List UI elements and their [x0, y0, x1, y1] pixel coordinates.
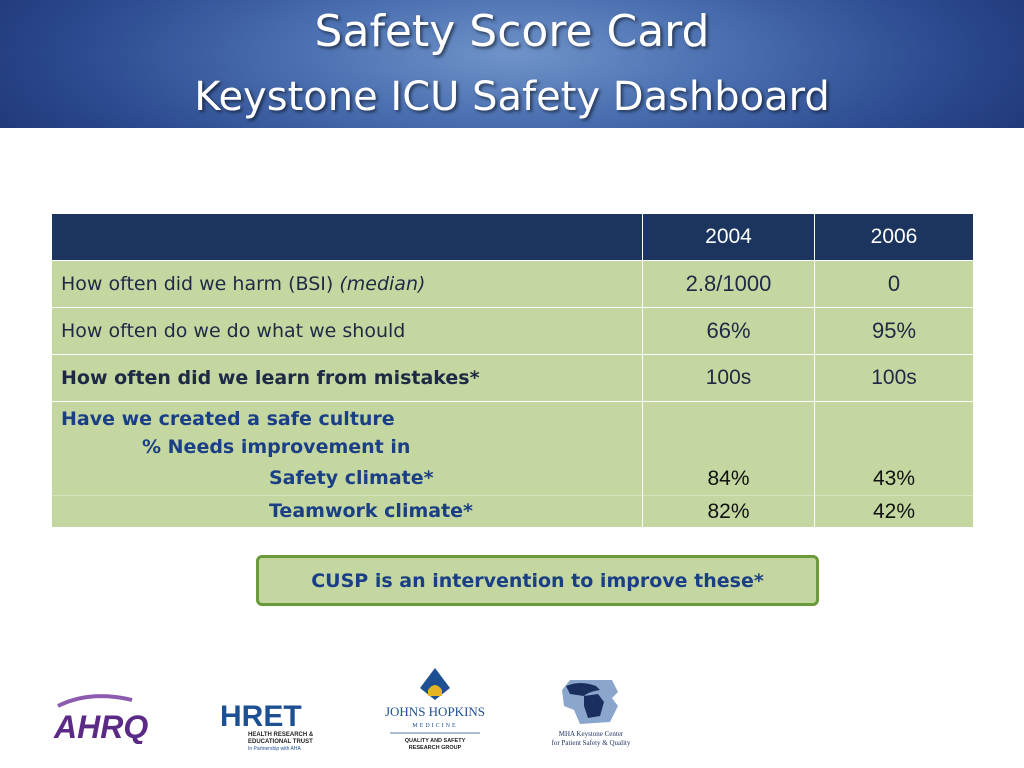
culture-teamwork-label: Teamwork climate* [269, 500, 473, 522]
michigan-map-icon [560, 678, 620, 726]
table-row [52, 308, 974, 355]
cell-learn-2004: 100s [643, 355, 815, 402]
slide-header [0, 0, 1024, 128]
table-row [52, 355, 974, 402]
slide-title: Safety Score Card [314, 6, 710, 57]
row-divider [52, 495, 642, 496]
score-card-table [51, 213, 974, 528]
cell-compliance-2004: 66% [643, 308, 815, 355]
table-row [52, 261, 974, 308]
hret-sub-2: EDUCATIONAL TRUST [248, 739, 313, 745]
johns-hopkins-logo [380, 666, 490, 756]
cell-teamwork-2006: 42% [872, 500, 916, 523]
header-cell-2004: 2004 [643, 214, 815, 261]
row-divider [815, 495, 973, 496]
row-label-text: How often did we harm (BSI) [61, 273, 334, 295]
ahrq-swoosh-icon [58, 696, 132, 706]
mha-line-2: for Patient Safety & Quality [551, 739, 631, 747]
cell-harm-2006: 0 [815, 261, 974, 308]
cusp-callout-text: CUSP is an intervention to improve these* [311, 569, 764, 592]
cusp-callout [256, 555, 819, 606]
hret-sub-1: HEALTH RESEARCH & [248, 732, 314, 738]
jh-group-2: RESEARCH GROUP [408, 745, 462, 751]
jh-name: JOHNS HOPKINS [384, 704, 486, 719]
table-row-culture [52, 402, 974, 528]
cell-harm-2004: 2.8/1000 [643, 261, 815, 308]
hret-sub-3: In Partnership with AHA [248, 746, 301, 752]
ahrq-logo-text: AHRQ [54, 709, 149, 744]
jh-medicine: MEDICINE [412, 723, 458, 729]
culture-2004-cell [643, 402, 815, 528]
jh-group-1: QUALITY AND SAFETY [404, 738, 466, 744]
culture-title: Have we created a safe culture [61, 408, 395, 430]
culture-label-cell [52, 402, 643, 528]
table-header-row [52, 214, 974, 261]
culture-2006-cell [815, 402, 974, 528]
row-label-learn: How often did we learn from mistakes* [52, 355, 643, 402]
cell-compliance-2006: 95% [815, 308, 974, 355]
culture-subtitle: % Needs improvement in [142, 436, 411, 458]
row-divider [643, 495, 814, 496]
cell-safety-2004: 84% [707, 467, 750, 490]
hret-logo [220, 700, 320, 756]
hret-logo-text: HRET [220, 700, 302, 733]
mha-keystone-logo [540, 676, 642, 750]
mha-line-1: MHA Keystone Center [558, 730, 624, 738]
row-label-median: (median) [339, 273, 426, 295]
header-cell-2006: 2006 [815, 214, 974, 261]
row-label-compliance: How often do we do what we should [52, 308, 643, 355]
header-cell-blank [52, 214, 643, 261]
ahrq-logo [50, 692, 160, 744]
cell-teamwork-2004: 82% [707, 500, 750, 523]
slide-subtitle: Keystone ICU Safety Dashboard [194, 74, 830, 120]
culture-safety-label: Safety climate* [269, 467, 434, 489]
cell-safety-2006: 43% [872, 467, 916, 490]
cell-learn-2006: 100s [815, 355, 974, 402]
row-label-harm [52, 261, 643, 308]
